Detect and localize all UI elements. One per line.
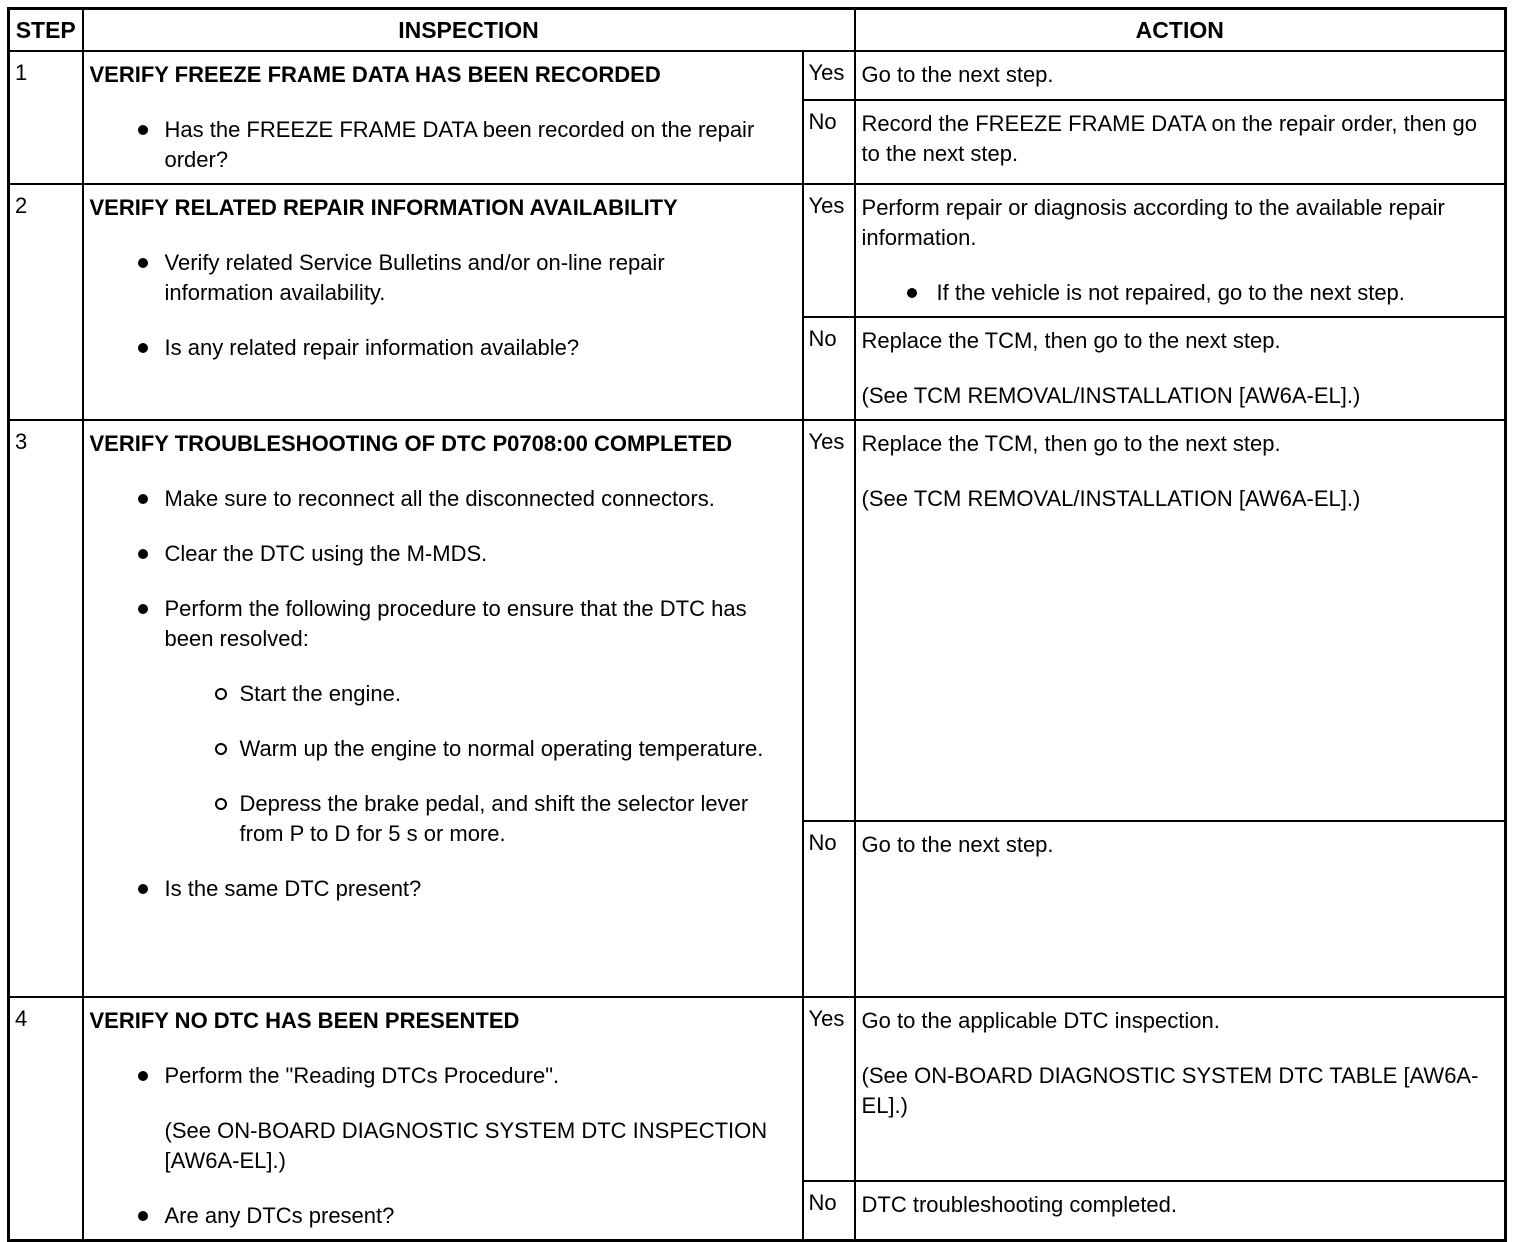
step-2-title: VERIFY RELATED REPAIR INFORMATION AVAILABILITY xyxy=(89,195,678,220)
list-item: Start the engine. xyxy=(165,679,772,709)
list-item: Depress the brake pedal, and shift the selector lever from P to D for 5 s or more. xyxy=(165,789,772,849)
step-3-sub-bullets xyxy=(165,679,772,849)
step-2-no-label: No xyxy=(803,317,855,420)
step-4-bullets xyxy=(90,1061,772,1231)
step-2-no-action: Replace the TCM, then go to the next step. xyxy=(861,328,1281,353)
step-4-no-label: No xyxy=(803,1181,855,1241)
step-2-yes-row xyxy=(9,184,1506,317)
step-3-number: 3 xyxy=(9,420,83,997)
step-3-yes-reference: (See TCM REMOVAL/INSTALLATION [AW6A-EL].) xyxy=(861,486,1361,511)
step-2-no-action-cell xyxy=(855,317,1506,420)
step-2-no-reference: (See TCM REMOVAL/INSTALLATION [AW6A-EL].) xyxy=(861,383,1361,408)
step-3-title: VERIFY TROUBLESHOOTING OF DTC P0708:00 COMPLETED xyxy=(89,431,733,456)
step-4-yes-label: Yes xyxy=(803,997,855,1181)
step-3-inspection xyxy=(83,420,803,997)
step-4-yes-action-cell xyxy=(855,997,1506,1181)
step-4-yes-action: Go to the applicable DTC inspection. xyxy=(861,1008,1220,1033)
step-1-yes-row xyxy=(9,51,1506,100)
step-1-no-label: No xyxy=(803,100,855,184)
list-item: Are any DTCs present? xyxy=(90,1201,772,1231)
step-3-yes-row xyxy=(9,420,1506,821)
step-4-number: 4 xyxy=(9,997,83,1241)
list-item: Make sure to reconnect all the disconnected connectors. xyxy=(90,484,772,514)
step-1-title: VERIFY FREEZE FRAME DATA HAS BEEN RECORDED xyxy=(89,62,661,87)
list-item xyxy=(90,1061,772,1176)
step-3-yes-action: Replace the TCM, then go to the next step. xyxy=(861,431,1281,456)
list-item: Is the same DTC present? xyxy=(90,874,772,904)
step-1-bullets xyxy=(90,115,772,175)
diagnostic-procedure-table xyxy=(7,7,1507,1242)
list-item: Has the FREEZE FRAME DATA been recorded on the repair order? xyxy=(90,115,772,175)
list-item: Is any related repair information available? xyxy=(90,333,772,363)
step-3-procedure-intro: Perform the following procedure to ensure that the DTC has been resolved: xyxy=(164,596,747,651)
step-2-inspection xyxy=(83,184,803,420)
header-step: STEP xyxy=(9,9,83,52)
step-2-number: 2 xyxy=(9,184,83,420)
step-1-yes-label: Yes xyxy=(803,51,855,100)
step-2-bullets xyxy=(90,248,772,363)
step-1-number: 1 xyxy=(9,51,83,184)
step-1-inspection xyxy=(83,51,803,184)
step-4-yes-reference: (See ON-BOARD DIAGNOSTIC SYSTEM DTC TABLE [AW6A-EL].) xyxy=(861,1063,1479,1118)
list-item: Verify related Service Bulletins and/or on-line repair information availability. xyxy=(90,248,772,308)
list-item: Clear the DTC using the M-MDS. xyxy=(90,539,772,569)
step-2-yes-label: Yes xyxy=(803,184,855,317)
header-row xyxy=(9,9,1506,52)
step-4-inspection xyxy=(83,997,803,1241)
step-1-yes-action: Go to the next step. xyxy=(855,51,1506,100)
step-3-bullets xyxy=(90,484,772,904)
header-inspection: INSPECTION xyxy=(83,9,855,52)
step-3-yes-label: Yes xyxy=(803,420,855,821)
header-action: ACTION xyxy=(855,9,1506,52)
list-item: If the vehicle is not repaired, go to the next step. xyxy=(862,278,1494,308)
step-2-yes-action-cell xyxy=(855,184,1506,317)
step-4-bullet-a: Perform the "Reading DTCs Procedure". xyxy=(164,1063,560,1088)
list-item: Warm up the engine to normal operating temperature. xyxy=(165,734,772,764)
step-4-title: VERIFY NO DTC HAS BEEN PRESENTED xyxy=(89,1008,520,1033)
step-4-bullet-a-reference: (See ON-BOARD DIAGNOSTIC SYSTEM DTC INSPECTION [AW6A-EL].) xyxy=(164,1118,768,1173)
step-4-yes-row xyxy=(9,997,1506,1181)
step-3-yes-action-cell xyxy=(855,420,1506,821)
list-item xyxy=(90,594,772,849)
step-2-yes-action: Perform repair or diagnosis according to the available repair information. xyxy=(861,195,1445,250)
step-4-no-action: DTC troubleshooting completed. xyxy=(855,1181,1506,1241)
step-3-no-label: No xyxy=(803,821,855,997)
step-2-yes-sub xyxy=(862,278,1494,308)
step-1-no-action: Record the FREEZE FRAME DATA on the repair order, then go to the next step. xyxy=(855,100,1506,184)
step-3-no-action: Go to the next step. xyxy=(855,821,1506,997)
